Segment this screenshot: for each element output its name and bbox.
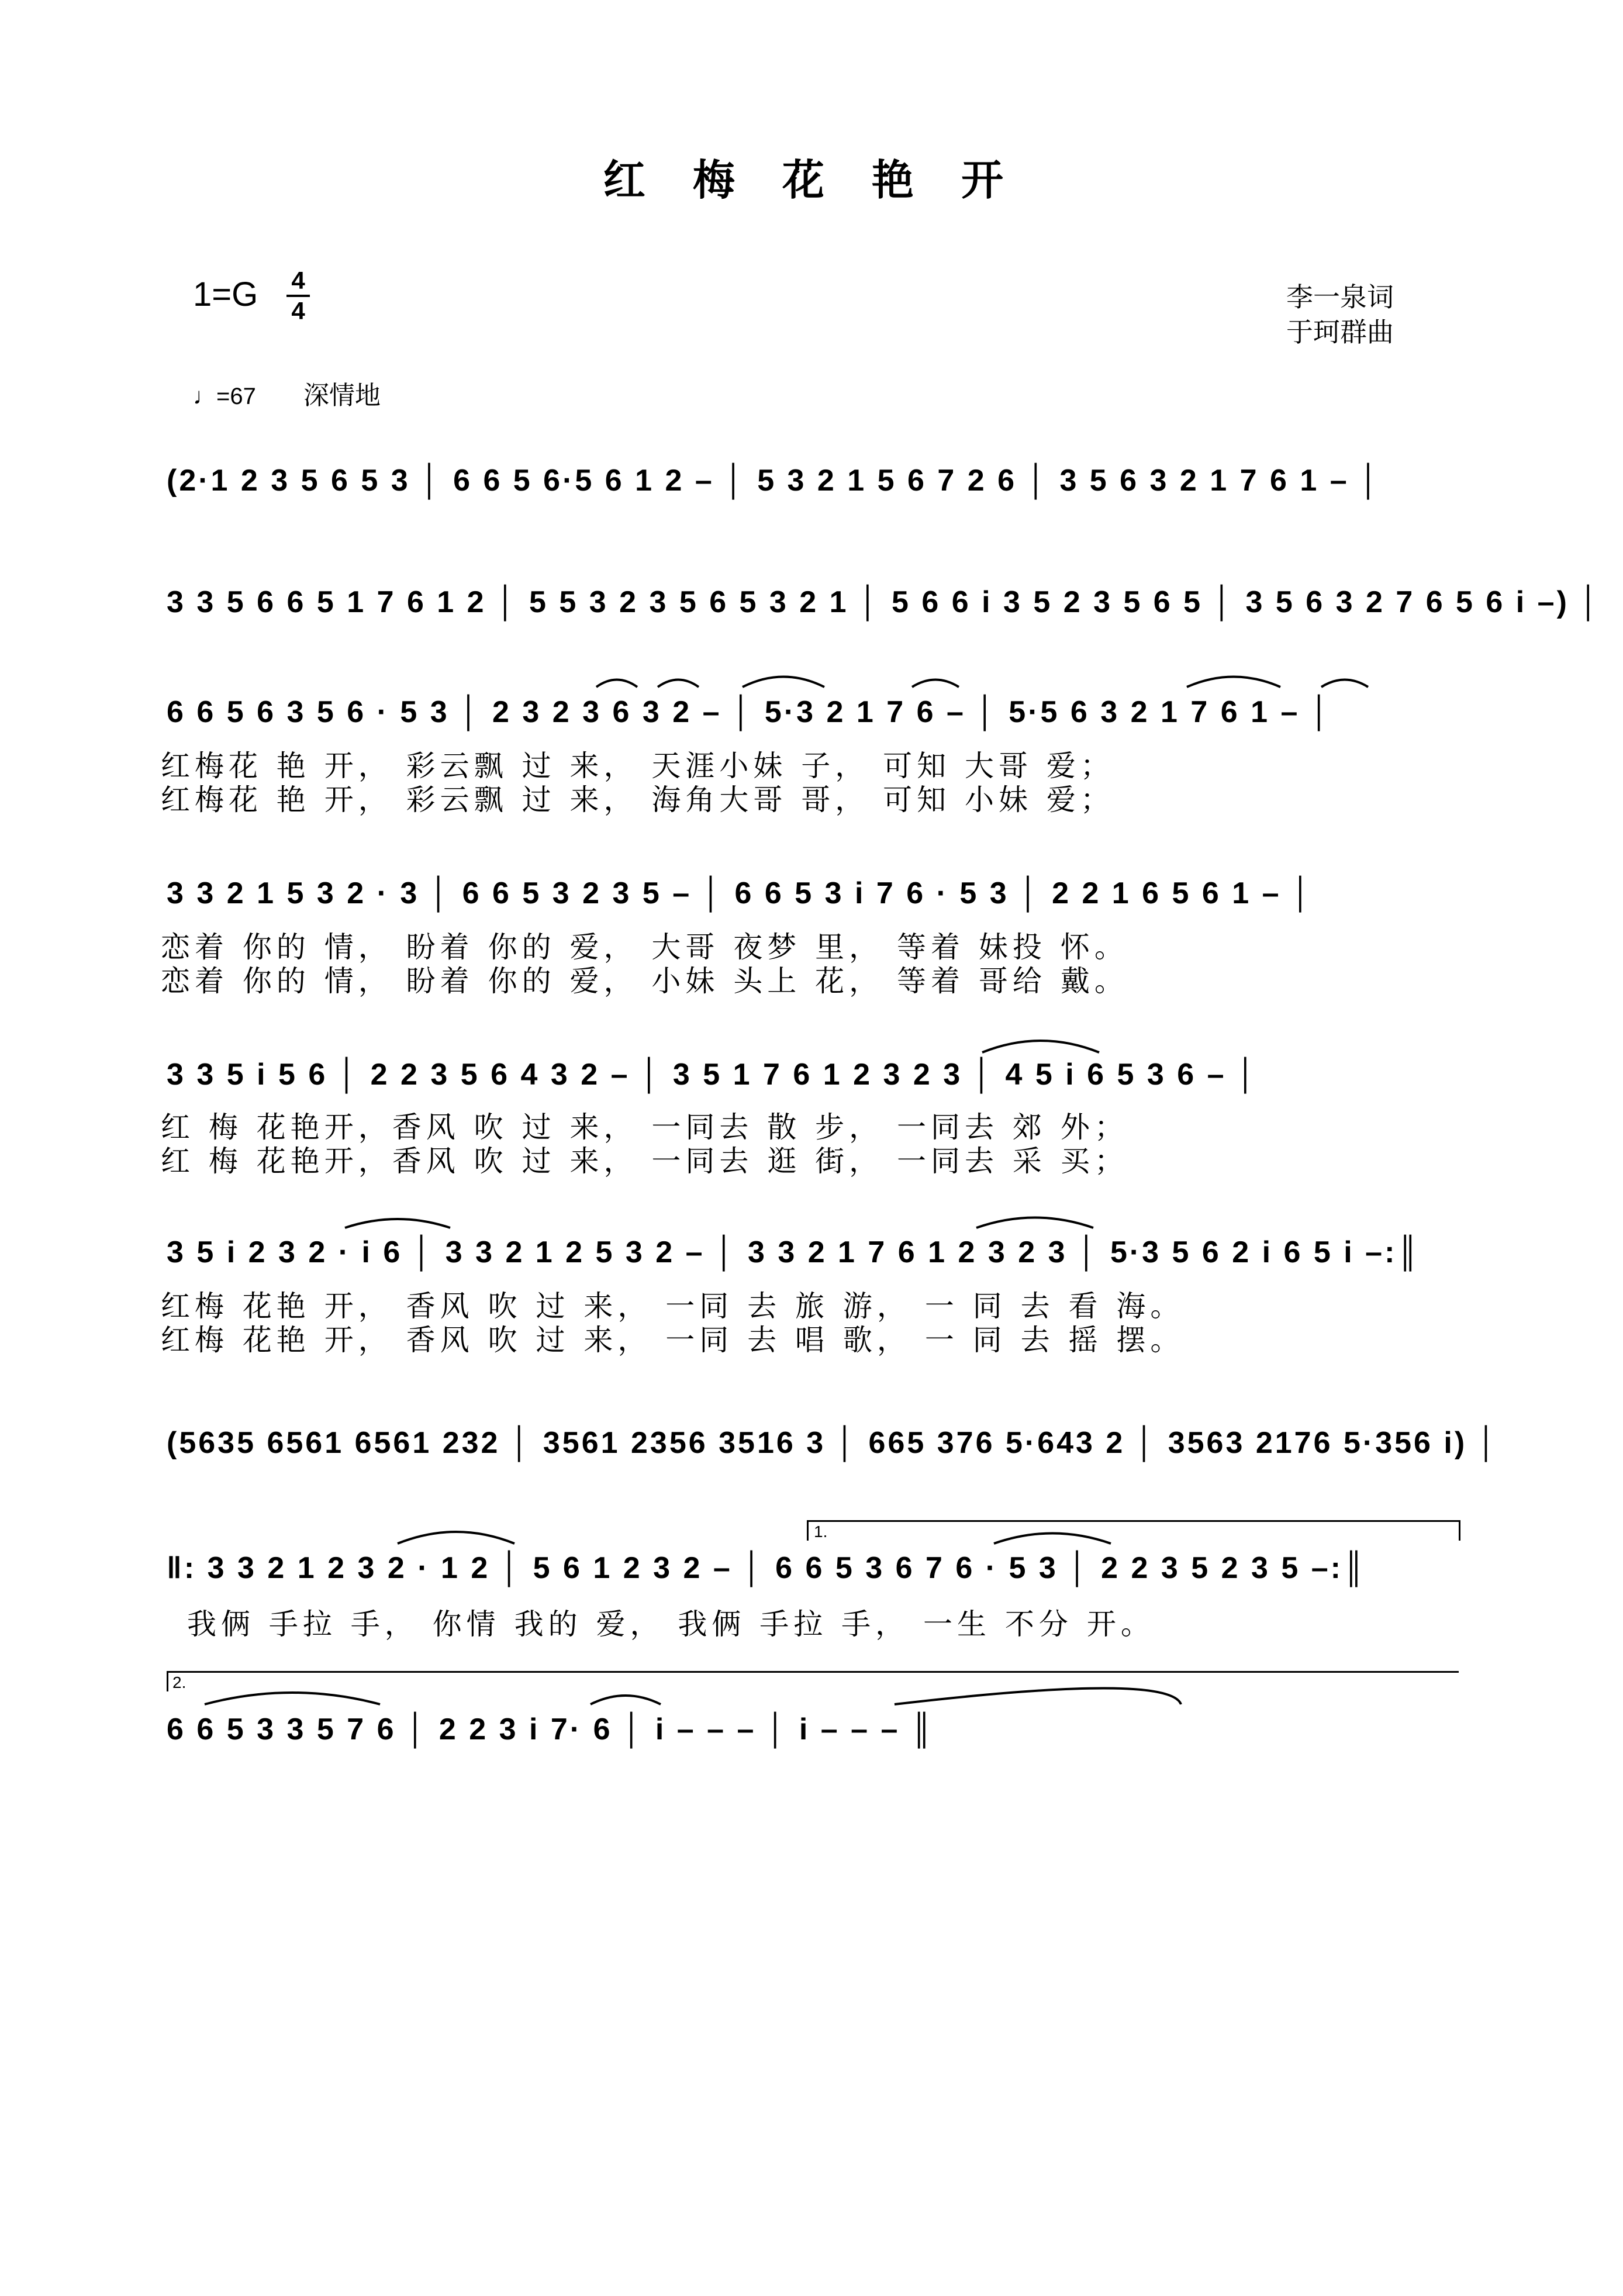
- system-4-notes: 3 3 2 1 5 3 2 · 3 │ 6 6 5 3 2 3 5 – │ 6 6 5 3 i 7 6 · 5 3 │ 2 2 1 6 5 6 1 – │: [167, 876, 1314, 910]
- lyricist-credit: 李一泉词: [1286, 281, 1394, 313]
- volta-1-label: 1.: [814, 1522, 828, 1541]
- time-signature-bottom: 4: [291, 297, 305, 324]
- system-8-notes: ‖: 3 3 2 1 2 3 2 · 1 2 │ 5 6 1 2 3 2 – │ 6 6 5 3 6 7 6 · 5 3 │ 2 2 3 5 2 3 5 –:║: [167, 1551, 1367, 1585]
- expression-mark: 深情地: [303, 381, 381, 410]
- slur-mark: [205, 1693, 380, 1704]
- slur-mark: [398, 1532, 514, 1544]
- system-8-lyric: 我俩 手拉 手， 你情 我的 爱， 我俩 手拉 手， 一生 不分 开。: [187, 1607, 1155, 1641]
- system-1-notes: (2·1 2 3 5 6 5 3 │ 6 6 5 6·5 6 1 2 – │ 5 3 2 1 5 6 7 2 6 │ 3 5 6 3 2 1 7 6 1 – │: [167, 464, 1382, 498]
- composer-credit: 于珂群曲: [1286, 316, 1394, 348]
- system-3-lyric-verse-2: 红梅花 艳 开， 彩云飘 过 来， 海角大哥 哥， 可知 小妹 爱；: [161, 783, 1114, 817]
- slur-mark: [1187, 677, 1280, 688]
- system-4-lyric-verse-2: 恋着 你的 情， 盼着 你的 爱， 小妹 头上 花， 等着 哥给 戴。: [161, 964, 1128, 998]
- slur-mark: [596, 680, 637, 688]
- slur-mark: [895, 1689, 1181, 1705]
- system-6-notes: 3 5 i 2 3 2 · i 6 │ 3 3 2 1 2 5 3 2 – │ 3 3 2 1 7 6 1 2 3 2 3 │ 5·3 5 6 2 i 6 5 i –:║: [167, 1235, 1421, 1269]
- system-2-notes: 3 3 5 6 6 5 1 7 6 1 2 │ 5 5 3 2 3 5 6 5 3 2 1 │ 5 6 6 i 3 5 2 3 5 6 5 │ 3 5 6 3 2 7 6 5 6 i –) │: [167, 585, 1601, 619]
- system-4-lyric-verse-1: 恋着 你的 情， 盼着 你的 爱， 大哥 夜梦 里， 等着 妹投 怀。: [161, 930, 1128, 964]
- slur-mark: [994, 1534, 1111, 1544]
- system-7-notes: (5635 6561 6561 232 │ 3561 2356 3516 3 │ 665 376 5·643 2 │ 3563 2176 5·356 i) │: [167, 1426, 1500, 1460]
- slur-mark: [591, 1696, 661, 1704]
- slur-mark: [658, 680, 699, 688]
- slur-mark: [743, 677, 824, 688]
- tempo-mark: ♩=67: [193, 384, 256, 409]
- slur-mark: [345, 1219, 450, 1228]
- song-title: 红 梅 花 艳 开: [603, 155, 1020, 205]
- slur-mark: [976, 1218, 1093, 1228]
- slur-mark: [912, 680, 959, 688]
- slur-mark: [982, 1041, 1099, 1052]
- volta-2-label: 2.: [172, 1673, 187, 1691]
- system-5-lyric-verse-1: 红 梅 花艳开，香风 吹 过 来， 一同去 散 步， 一同去 郊 外；: [161, 1110, 1128, 1144]
- system-5-lyric-verse-2: 红 梅 花艳开，香风 吹 过 来， 一同去 逛 街， 一同去 采 买；: [161, 1144, 1128, 1178]
- key-signature: 1=G: [193, 275, 258, 313]
- system-5-notes: 3 3 5 i 5 6 │ 2 2 3 5 6 4 3 2 – │ 3 5 1 7 6 1 2 3 2 3 │ 4 5 i 6 5 3 6 – │: [167, 1058, 1259, 1092]
- system-3-lyric-verse-1: 红梅花 艳 开， 彩云飘 过 来， 天涯小妹 子， 可知 大哥 爱；: [161, 749, 1114, 783]
- system-6-lyric-verse-1: 红梅 花艳 开， 香风 吹 过 来， 一同 去 旅 游， 一 同 去 看 海。: [161, 1289, 1185, 1323]
- system-3-notes: 6 6 5 6 3 5 6 · 5 3 │ 2 3 2 3 6 3 2 – │ 5·3 2 1 7 6 – │ 5·5 6 3 2 1 7 6 1 – │: [167, 695, 1332, 729]
- system-6-lyric-verse-2: 红梅 花艳 开， 香风 吹 过 来， 一同 去 唱 歌， 一 同 去 摇 摆。: [161, 1323, 1185, 1357]
- slur-mark: [1321, 680, 1368, 688]
- system-9-notes: 6 6 5 3 3 5 7 6 │ 2 2 3 i 7· 6 │ i – – – │ i – – – ║: [167, 1712, 935, 1746]
- time-signature-top: 4: [291, 267, 305, 294]
